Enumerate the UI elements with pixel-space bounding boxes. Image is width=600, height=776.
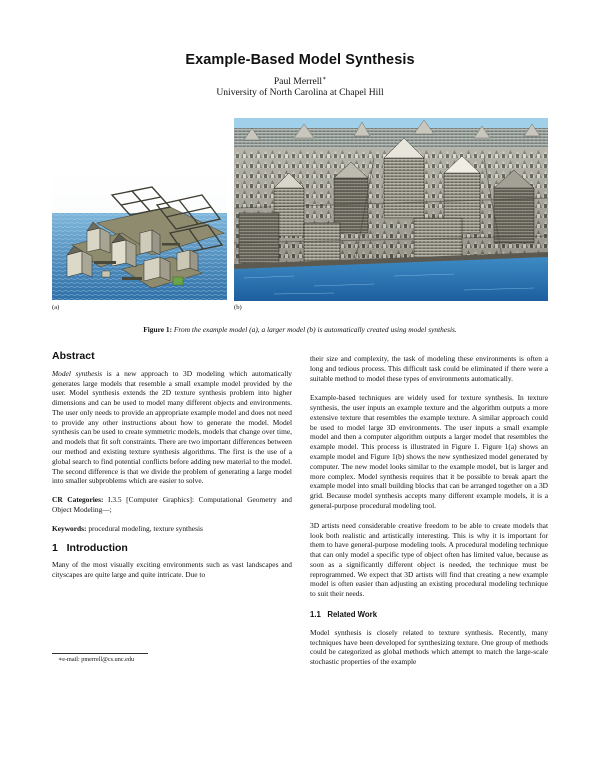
author-footnote-mark: ∗ [322,76,327,82]
author-line [0,75,600,87]
figure-1a-label: (a) [52,304,60,311]
keywords-text: procedural modeling, texture synthesis [86,523,203,533]
introduction-para-2: Example-based techniques are widely used for texture synthesis. In texture synthesis, the user inputs an example texture and the algorithm outputs a more extensive texture that resembles the example texture. A similar approach could be used to model large 3D environments. The user inputs a small example model and then a computer algorithm outputs a larger model that resembles the example model. This process is illustrated in Figure 1. Figure 1(a) shows an example model and Figure 1(b) shows the new synthesized model generated by computer. The new model looks similar to the example model, but is larger and more complex. Model synthesis requires that it be possible to break apart the example model into small building blocks that can be arranged together on a 3D grid. Because model synthesis accepts many different example models, it is a general-purpose procedural modeling tool. [310,393,548,510]
footnote-rule [52,653,148,654]
cr-categories [52,495,292,515]
keywords-label: Keywords: [52,523,87,533]
abstract-heading: Abstract [52,350,95,362]
figure-1-caption [50,325,550,334]
introduction-para-3: 3D artists need considerable creative freedom to be able to create models that look both realistic and artistically interesting. This is why it is important for them to have general-purpose modeling tools. A procedural modeling technique that can only model a specific type of object often has limited value, because as soon as a significantly different object is needed, the technique must be reprogrammed. We expect that 3D artists will find that creating a new example model is often easier than adjusting an existing procedural modeling technique to suit their needs. [310,520,548,599]
cr-categories-label: CR Categories: [52,495,104,505]
related-work-title: Related Work [327,609,378,619]
introduction-title: Introduction [66,541,128,554]
figure-1b-image [234,118,548,301]
abstract-text: is a new approach to 3D modeling which automatically generates large models that resemble a small example model provided by the user. Model synthesis extends the 2D texture synthesis problem into higher dimensions and can be used to model many different objects and environments. The user only needs to provide an appropriate example model and does not need to provide any other instructions about how to generate the model. Model synthesis can be used to create symmetric models, models that change over time, and models that fit soft constraints. There are two important differences between our method and existing texture synthesis algorithms. The first is the use of a global search to find potential conflicts before adding new material to the model. The second difference is that we divide the problem of generating a large model into smaller subproblems which are easier to solve. [52,368,292,486]
keywords [52,524,292,534]
abstract-lead: Model synthesis [52,368,103,378]
figure-1a-image [52,173,227,300]
right-column [310,354,548,674]
introduction-para-1-start: Many of the most visually exciting environments such as vast landscapes and cityscapes are quite large and quite intricate. Due to [52,560,292,580]
introduction-heading [52,541,292,554]
left-column [52,352,292,587]
introduction-para-1-end: their size and complexity, the task of modeling these environments is often a long and tedious process. This difficult task could be eliminated if there were a suitable method to model these types of environments automatically. [310,354,548,383]
footnote: ∗e-mail: pmerrell@cs.unc.edu [58,656,135,663]
related-work-heading [310,610,548,620]
figure-1b-label: (b) [234,304,242,311]
abstract-body [52,369,292,486]
related-work-body: Model synthesis is closely related to texture synthesis. Recently, many techniques have been developed for synthesizing texture. One group of methods could be categorized as global methods which attempt to match the large-scale stochastic properties of the example [310,627,548,667]
cr-categories-text: I.3.5 [Computer Graphics]: Computational Geometry and Object Modeling—; [52,495,292,514]
author-name: Paul Merrell [273,76,323,88]
author-affiliation: University of North Carolina at Chapel Hill [216,87,384,98]
introduction-number: 1 [52,541,58,554]
related-work-number: 1.1 [310,609,321,619]
paper-title: Example-Based Model Synthesis [185,52,415,68]
caption-text: From the example model (a), a larger model (b) is automatically created using model synthesis. [173,325,457,334]
caption-prefix: Figure 1: [143,325,173,334]
